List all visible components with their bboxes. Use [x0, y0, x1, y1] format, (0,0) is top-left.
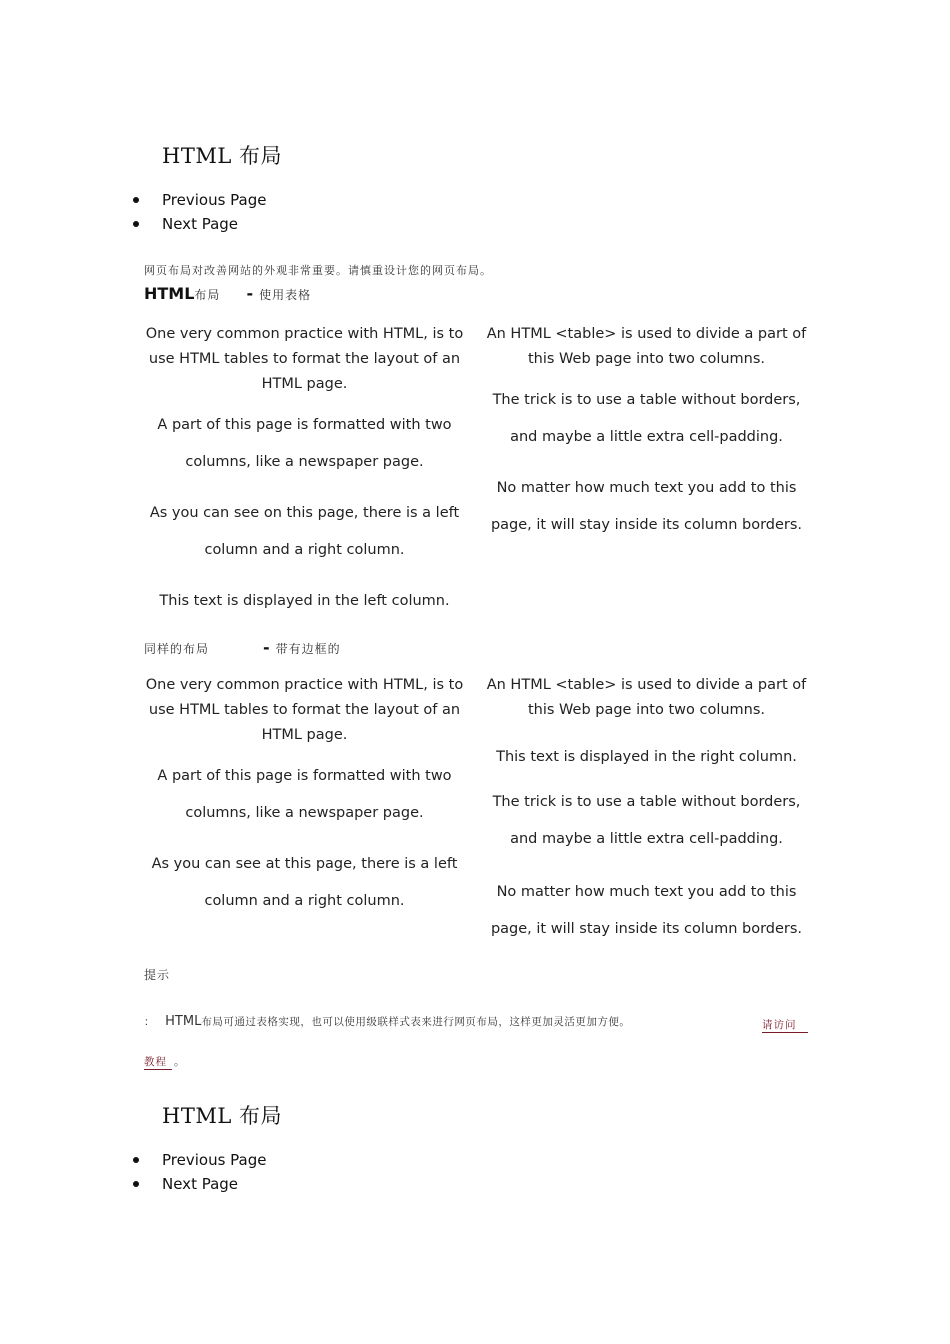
previous-page-link[interactable]: Previous Page	[162, 191, 267, 209]
example2-title-dash: -	[263, 638, 270, 657]
tip-label: 提示	[144, 968, 171, 982]
tip-suffix: 。	[174, 1056, 185, 1068]
example1-title-dash: -	[246, 284, 254, 303]
tip-bullet: ：	[144, 1016, 155, 1028]
example1-title-lead-zh: 布局	[194, 288, 221, 302]
example2-title-lead: 同样的布局	[144, 642, 210, 656]
footer-previous-page-link[interactable]: Previous Page	[162, 1151, 267, 1169]
footer-nav-item-previous	[130, 1148, 266, 1172]
example2-right-para-4: No matter how much text you add to this page, it will stay inside its column borders.	[490, 884, 803, 937]
example2-right-para-3: The trick is to use a table without borders, and maybe a little extra cell-padding.	[492, 794, 801, 847]
example1-left-para-2: A part of this page is formatted with two columns, like a newspaper page.	[157, 417, 452, 470]
bottom-navigation	[130, 1148, 266, 1196]
intro-text: 网页布局对改善网站的外观非常重要。请慎重设计您的网页布局。	[144, 264, 492, 277]
example2-left-para-2: A part of this page is formatted with two columns, like a newspaper page.	[157, 768, 452, 821]
example1-left-column	[142, 322, 467, 614]
example1-right-para-3: No matter how much text you add to this page, it will stay inside its column borders.	[490, 480, 803, 533]
example2-left-column	[142, 673, 467, 920]
example2-right-para-2: This text is displayed in the right column.	[496, 749, 797, 765]
tip-prefix: HTML	[165, 1014, 202, 1029]
example1-right-para-2: The trick is to use a table without borders, and maybe a little extra cell-padding.	[492, 392, 801, 445]
footer-nav-item-next	[130, 1172, 266, 1196]
nav-item-next	[130, 212, 266, 236]
tip-text	[144, 1014, 814, 1029]
example1-left-para-3: As you can see on this page, there is a left column and a right column.	[149, 505, 460, 558]
footer-next-page-link[interactable]: Next Page	[162, 1175, 239, 1193]
tip-link-tutorial[interactable]: 教程	[144, 1054, 172, 1070]
example2-left-para-1: One very common practice with HTML, is to use HTML tables to format the layout of an HTML page.	[145, 677, 464, 743]
example2-title-tail: 带有边框的	[275, 642, 341, 656]
example1-title-lead: HTML	[144, 284, 195, 303]
example1-title-tail: 使用表格	[259, 288, 312, 302]
tip-link-visit[interactable]: 请访问	[762, 1017, 808, 1033]
page-title: HTML 布局	[162, 144, 282, 168]
nav-item-previous	[130, 188, 266, 212]
example1-right-column	[484, 322, 809, 544]
example1-left-para-1: One very common practice with HTML, is to use HTML tables to format the layout of an HTML page.	[145, 326, 464, 392]
example1-right-para-1: An HTML <table> is used to divide a part of this Web page into two columns.	[486, 326, 807, 367]
tip-body: 布局可通过表格实现，也可以使用级联样式表来进行网页布局，这样更加灵活更加方便。	[201, 1016, 631, 1028]
example2-left-para-3: As you can see at this page, there is a left column and a right column.	[151, 856, 458, 909]
example2-title	[144, 638, 341, 657]
example1-title	[144, 284, 311, 303]
footer-title: HTML 布局	[162, 1104, 282, 1128]
example2-right-para-1: An HTML <table> is used to divide a part of this Web page into two columns.	[486, 677, 807, 718]
top-navigation	[130, 188, 266, 236]
next-page-link[interactable]: Next Page	[162, 215, 239, 233]
example1-left-para-4: This text is displayed in the left column.	[159, 593, 450, 609]
example2-right-column	[484, 673, 809, 948]
